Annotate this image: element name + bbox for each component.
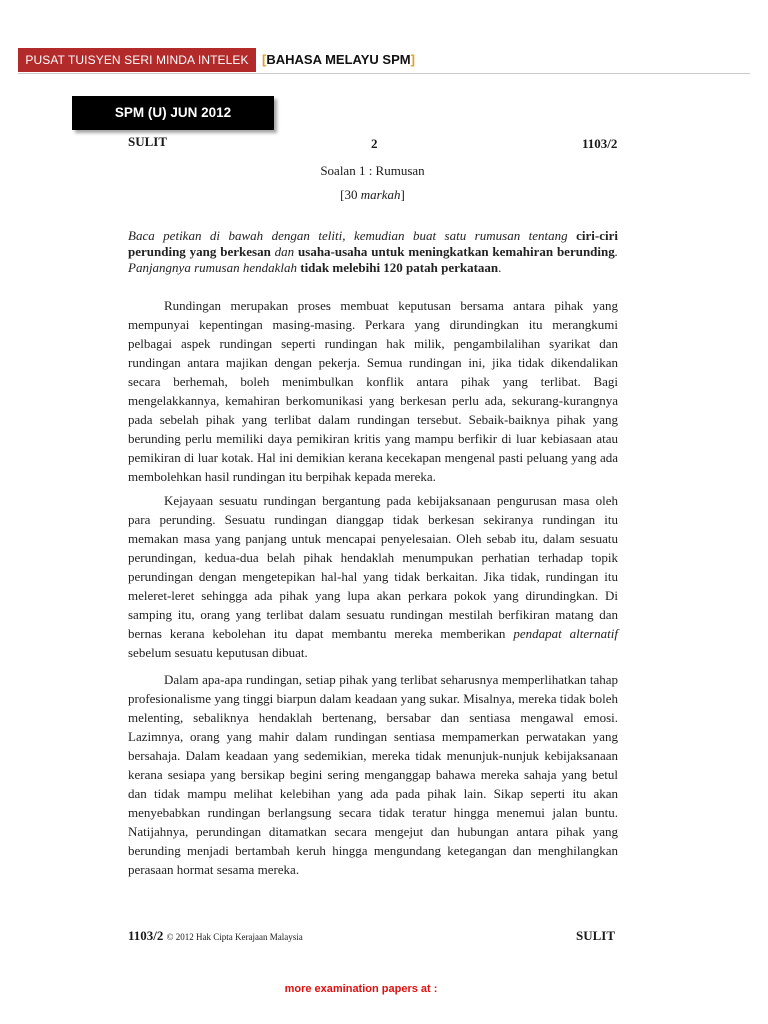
sulit-label-bottom: SULIT <box>576 928 616 943</box>
instruction-part-5: . Panjangnya rumusan hendaklah <box>128 244 618 275</box>
bracket-open: [ <box>262 52 267 67</box>
page-header <box>18 48 750 72</box>
passage-paragraph-1: Rundingan merupakan proses membuat keputusan bersama antara pihak yang mempunyai kepentingan masing-masing. Perkara yang dirundingkan itu merangkumi pelbagai aspek rundingan seperti rundingan hak milik, pengambilalihan syarikat dan rundingan antara majikan dengan pekerja. Semua rundingan ini, jika tidak dikendalikan secara berhemah, boleh menimbulkan konflik antara pihak yang terlibat. Bagi mengelakkannya, kemahiran berkomunikasi yang berkesan perlu ada, sekurang-kurangnya pada sebelah pihak yang terlibat dalam rundingan tersebut. Sebaik-baiknya pihak yang berunding perlu memiliki daya pemikiran kritis yang mampu berfikir di luar kebiasaan atau pemikiran di luar kotak. Hal ini demikian kerana kecekapan mengenal pasti peluang yang ada membolehkan hasil rundingan itu berpihak kepada mereka. <box>128 298 618 484</box>
page-number: 2 <box>371 136 378 151</box>
instruction-part-4: usaha-usaha untuk meningkatkan kemahiran berunding <box>298 244 615 259</box>
marks-word: markah <box>360 187 401 202</box>
passage-paragraph-3: Dalam apa-apa rundingan, setiap pihak yang terlibat seharusnya memperlihatkan tahap profesionalisme yang tinggi biarpun dalam keadaan yang sukar. Misalnya, mereka tidak boleh melenting, sebaliknya hendaklah bertenang, bersabar dan sentiasa mengawal emosi. Lazimnya, orang yang mahir dalam rundingan sentiasa mempamerkan perwatakan yang bersahaja. Dalam keadaan yang sedemikian, mereka tidak menunjuk-nunjuk kebijaksanaan kerana sesiapa yang bersikap begini sering menganggap bahawa mereka sahaja yang betul dan tidak mampu melihat kelebihan yang ada pada pihak lain. Sikap seperti itu akan menyebabkan rundingan berlangsung secara tidak teratur hingga menemui jalan buntu. Natijahnya, perundingan ditamatkan secara mengejut dan hubungan antara pihak yang berunding menjadi bertambah keruh hingga mengundang ketegangan dan menghilangkan perasaan hormat sesama mereka. <box>128 672 618 877</box>
header-divider <box>18 73 750 74</box>
tuition-centre-name: PUSAT TUISYEN SERI MINDA INTELEK <box>18 48 256 72</box>
instruction-part-6: tidak melebihi 120 patah perkataan <box>300 260 499 275</box>
more-papers-link[interactable]: more examination papers at : <box>284 983 438 995</box>
marks-open: [30 <box>340 187 361 202</box>
marks-close: ] <box>400 187 405 202</box>
sulit-label-top: SULIT <box>128 134 168 149</box>
subject-title <box>262 48 415 72</box>
paragraph-2-part-3: sebelum sesuatu keputusan dibuat. <box>128 645 308 660</box>
instruction-part-1: Baca petikan di bawah dengan teliti, kemudian buat satu rumusan tentang <box>128 228 577 243</box>
instruction-part-3: dan <box>270 244 299 259</box>
copyright-text: © 2012 Hak Cipta Kerajaan Malaysia <box>166 932 303 942</box>
subject-label: BAHASA MELAYU SPM <box>266 52 411 67</box>
passage-paragraph-2 <box>128 491 618 662</box>
footer-paper-code: 1103/2 <box>128 928 164 943</box>
paragraph-2-part-1: Kejayaan sesuatu rundingan bergantung pada kebijaksanaan pengurusan masa oleh para perunding. Sesuatu rundingan dianggap tidak berkesan sekiranya rundingan itu memakan masa yang panjang untuk mencapai penyelesaian. Oleh sebab itu, dalam sesuatu perundingan, kedua-dua belah pihak hendaklah menumpukan perhatian terhadap topik perundingan dengan mengetepikan hal-hal yang tidak berkaitan. Jika tidak, rundingan itu meleret-leret sehingga ada pihak yang lupa akan perkara pokok yang dirundingkan. Di samping itu, orang yang terlibat dalam sesuatu rundingan mestilah berfikiran matang dan bernas kerana kebolehan itu dapat membantu mereka memberikan <box>128 493 618 641</box>
question-title: Soalan 1 : Rumusan <box>320 163 425 178</box>
instruction-part-2: ciri-ciri perunding yang berkesan <box>128 228 618 259</box>
footer-copyright <box>128 928 303 944</box>
paper-code-top: 1103/2 <box>582 136 618 151</box>
paragraph-2-italic: pendapat alternatif <box>513 626 618 641</box>
bracket-close: ] <box>410 52 415 67</box>
instruction <box>128 228 618 276</box>
instruction-part-7: . <box>498 260 502 275</box>
question-marks <box>0 187 745 203</box>
exam-badge: SPM (U) JUN 2012 <box>72 96 274 130</box>
